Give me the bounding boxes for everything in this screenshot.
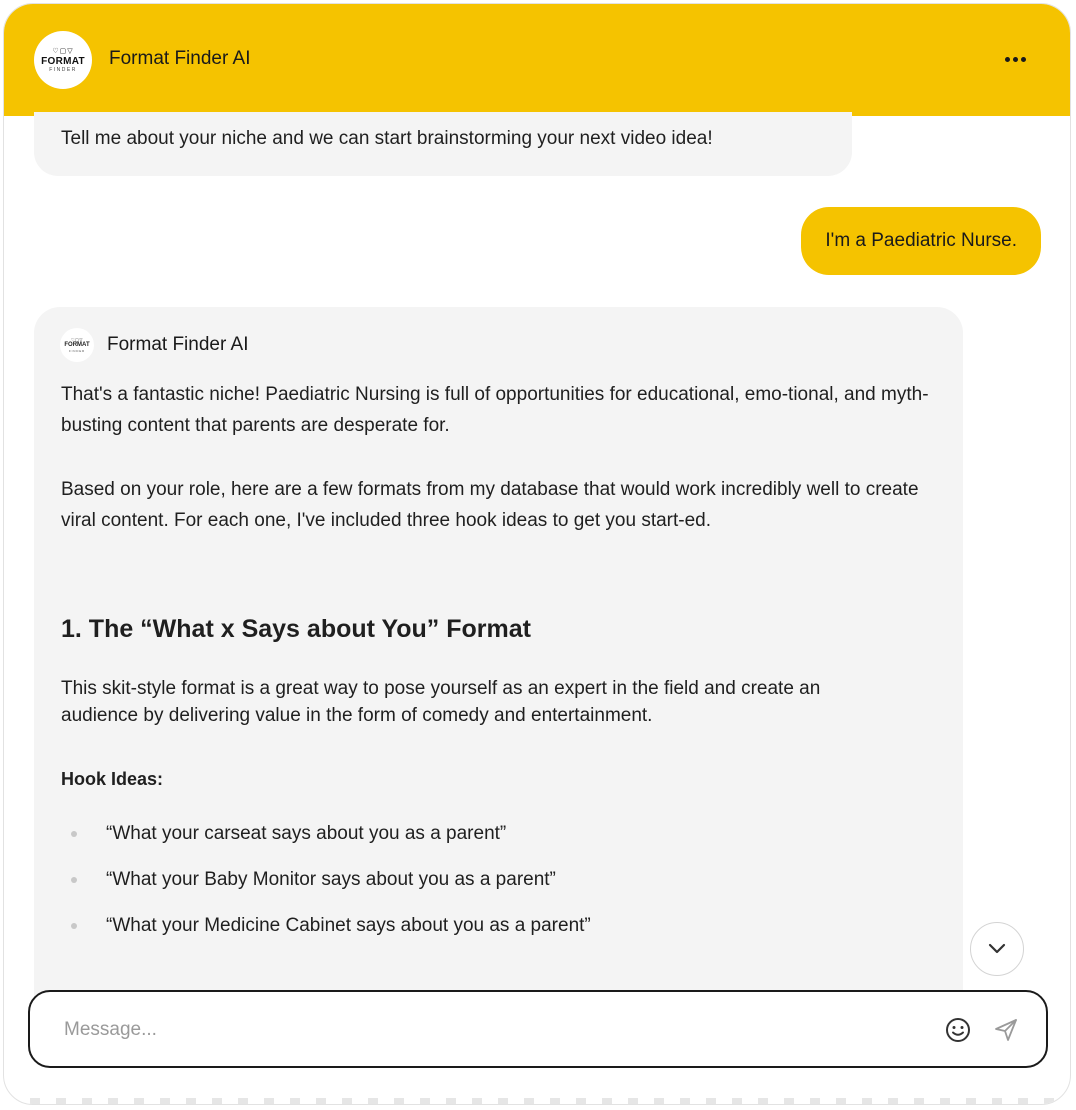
bottom-divider: [4, 1098, 1070, 1104]
send-icon[interactable]: [992, 1016, 1020, 1044]
avatar-wordmark: FORMAT: [64, 342, 90, 348]
avatar-subtext: FINDER: [69, 349, 85, 353]
scroll-down-button[interactable]: [970, 922, 1024, 976]
bot-paragraph-2: Based on your role, here are a few formats from my database that would work incredibly well to create viral content. For each one, I've included three hook ideas to get you start-ed.: [61, 479, 919, 531]
menu-dot: [1005, 57, 1010, 62]
brand-logo: [34, 31, 92, 89]
user-message: I'm a Paediatric Nurse.: [801, 207, 1041, 275]
list-item: “What your Medicine Cabinet says about you as a parent”: [61, 914, 591, 960]
list-item: “What your Baby Monitor says about you as a parent”: [61, 868, 591, 914]
hook-list: [61, 822, 591, 960]
hook-ideas-title: Hook Ideas:: [61, 769, 164, 789]
header-title: Format Finder AI: [109, 48, 251, 69]
avatar-marks: ♡▢▽: [71, 337, 83, 342]
menu-dot: [1021, 57, 1026, 62]
chat-widget: [3, 3, 1071, 1105]
format-heading: 1. The “What x Says about You” Format: [61, 615, 531, 643]
bot-message: [34, 307, 963, 1027]
more-horizontal-icon[interactable]: [1000, 44, 1030, 74]
logo-marks: ♡▢▽: [52, 47, 74, 55]
menu-dot: [1013, 57, 1018, 62]
logo-subtext: FINDER: [49, 66, 77, 73]
logo-wordmark: FORMAT: [41, 55, 85, 67]
bot-avatar: [60, 328, 94, 362]
message-input[interactable]: [62, 1012, 886, 1048]
format-description: This skit-style format is a great way to pose yourself as an expert in the field and create an audience by delivering value in the form of comedy and entertainment.: [61, 678, 821, 726]
bot-message-previous: Tell me about your niche and we can start brainstorming your next video idea!: [34, 112, 852, 176]
message-composer: [28, 990, 1048, 1068]
bot-name: Format Finder AI: [107, 334, 249, 355]
bot-message-header: [60, 333, 937, 357]
smile-icon[interactable]: [944, 1016, 972, 1044]
chevron-down-icon: [987, 943, 1007, 955]
bot-paragraph-1: That's a fantastic niche! Paediatric Nursing is full of opportunities for educational, emo-tional, and myth-busting content that parents are desperate for.: [61, 384, 929, 436]
list-item: “What your carseat says about you as a parent”: [61, 822, 591, 868]
chat-header: [4, 4, 1070, 116]
